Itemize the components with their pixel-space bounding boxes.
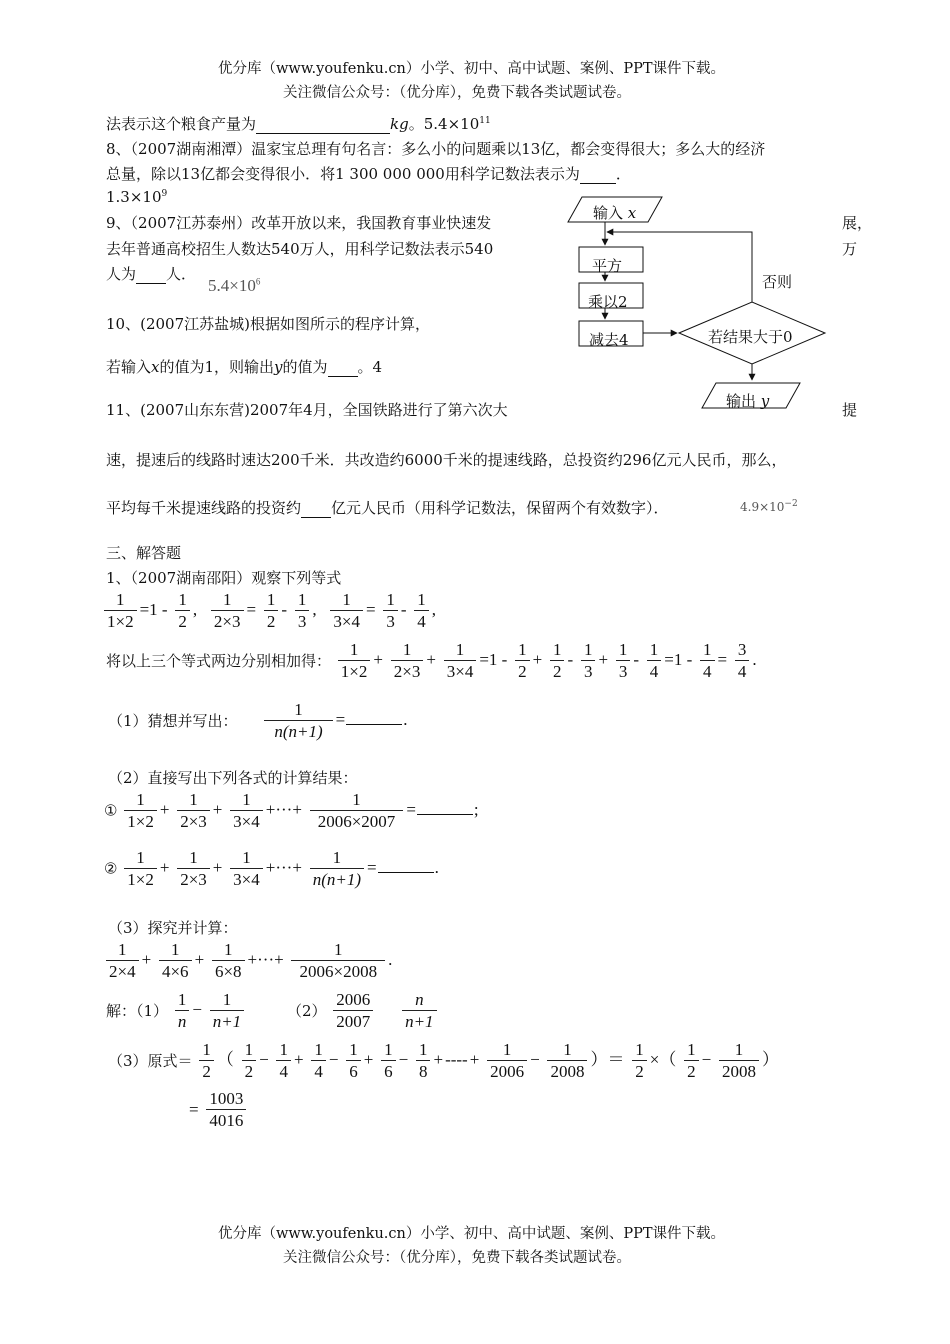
q8-line2: 总量，除以13亿都会变得很小．将1 300 000 000用科学记数法表示为 ． bbox=[106, 165, 631, 183]
q9-line2-tail: 万 bbox=[842, 240, 858, 258]
observed-equations: $\frac{1}{1\times 2}$ =1 - $\frac{1}{2}$ , $\frac{1}{2\times 3}$ = $\frac{1}{2}$ - $\frac{1}{3}$ , $\frac{1}{3\times 4}$ = $\frac{1}{3}$ - $\frac{1}{4}$ , bbox=[102, 590, 437, 631]
q8-answer: $1.3\times 10^9$ bbox=[106, 188, 168, 206]
q7-line: 法表示这个粮食产量为 kg。$5.4\times 10^{11}$ bbox=[106, 115, 491, 133]
part2-eq2: ② $\frac{1}{1\times 2}$ + $\frac{1}{2\times 3}$ + $\frac{1}{3\times 4}$ +···+ $\frac{1}{n(n+1)}$ = . bbox=[104, 848, 439, 889]
q11-line1-tail: 提 bbox=[842, 401, 858, 419]
part1-guess: （1）猜想并写出： $\frac{1}{n(n+1)}$ = . bbox=[108, 700, 408, 741]
flow-sub4-label: 减去4 bbox=[589, 331, 629, 349]
footer-line2: 关注微信公众号：（优分库），免费下载各类试题试卷。 bbox=[283, 1250, 631, 1266]
q9-line1-tail: 展， bbox=[842, 214, 873, 232]
q9-answer: $5.4\times 10^6$ bbox=[208, 276, 261, 295]
s3-q1-title: 1、（2007湖南邵阳）观察下列等式 bbox=[106, 569, 342, 587]
flow-input-label: 输入 x bbox=[593, 204, 637, 222]
q11-answer: $4.9\times 10^{-2}$ bbox=[740, 499, 798, 514]
footer-line1: 优分库（www.youfenku.cn）小学、初中、高中试题、案例、PPT课件下载。 bbox=[218, 1226, 726, 1242]
q10-line1: 10、(2007江苏盐城)根据如图所示的程序计算， bbox=[106, 315, 430, 333]
part2-title: （2）直接写出下列各式的计算结果： bbox=[108, 769, 358, 787]
flow-mult2-label: 乘以2 bbox=[588, 293, 628, 311]
solution-1-2: 解：（1） $\frac{1}{n}$ − $\frac{1}{n+1}$ （2） $\frac{2006}{2007}$ $\frac{n}{n+1}$ bbox=[106, 990, 439, 1031]
solution-3: （3）原式＝ $\frac{1}{2}$ （ $\frac{1}{2}$ − $\frac{1}{4}$ + $\frac{1}{4}$ − $\frac{1}{6}$ + $\frac{1}{6}$ − $\frac{1}{8}$ + ---- + $\frac{1}{2006}$ − $\frac{1}{2008}$ ）＝ $\frac{1}{2}$ ×（ $\frac{1}{2}$ − $\frac{1}{2008}$ ） bbox=[108, 1040, 780, 1081]
q8-line1: 8、（2007湖南湘潭）温家宝总理有句名言：多么小的问题乘以13亿，都会变得很大；多么大的经济 bbox=[106, 140, 766, 158]
flow-square-label: 平方 bbox=[592, 257, 623, 275]
header-line2: 关注微信公众号：（优分库），免费下载各类试题试卷。 bbox=[283, 85, 631, 101]
part2-eq1: ① $\frac{1}{1\times 2}$ + $\frac{1}{2\times 3}$ + $\frac{1}{3\times 4}$ +···+ $\frac{1}{2006\times 2007}$ = ; bbox=[104, 790, 479, 831]
part3-expression: $\frac{1}{2\times 4}$ + $\frac{1}{4\times 6}$ + $\frac{1}{6\times 8}$ +···+ $\frac{1}{2006\times 2008}$ . bbox=[104, 940, 393, 981]
header-line1: 优分库（www.youfenku.cn）小学、初中、高中试题、案例、PPT课件下载。 bbox=[218, 61, 726, 77]
q9-line3: 人为 人． bbox=[106, 265, 197, 283]
part3-title: （3）探究并计算： bbox=[108, 919, 238, 937]
flow-output-label: 输出 y bbox=[726, 392, 770, 410]
q9-line1: 9、（2007江苏泰州）改革开放以来，我国教育事业快速发 bbox=[106, 214, 492, 232]
sum-equation: 将以上三个等式两边分别相加得： $\frac{1}{1\times 2}$ + $\frac{1}{2\times 3}$ + $\frac{1}{3\times 4}$ =1 - $\frac{1}{2}$ + $\frac{1}{2}$ - $\frac{1}{3}$ + $\frac{1}{3}$ - $\frac{1}{4}$ =1 - $\frac{1}{4}$ = $\frac{3}{4}$ . bbox=[106, 640, 757, 681]
q11-line2: 速，提速后的线路时速达200千米．共改造约6000千米的提速线路，总投资约296亿元人民币，那么， bbox=[106, 451, 787, 469]
q11-line1: 11、(2007山东东营)2007年4月，全国铁路进行了第六次大 bbox=[106, 401, 508, 419]
section3-title: 三、解答题 bbox=[106, 544, 182, 562]
solution-3-result: = $\frac{1003}{4016}$ bbox=[188, 1089, 248, 1130]
q11-line3: 平均每千米提速线路的投资约 亿元人民币（用科学记数法，保留两个有效数字）． bbox=[106, 499, 669, 517]
flow-condition-label: 若结果大于0 bbox=[708, 328, 793, 346]
q9-line2: 去年普通高校招生人数达540万人，用科学记数法表示540 bbox=[106, 240, 494, 258]
flow-otherwise-label: 否则 bbox=[762, 273, 793, 291]
q10-line2: 若输入x的值为1，则输出y的值为 。4 bbox=[106, 358, 383, 376]
